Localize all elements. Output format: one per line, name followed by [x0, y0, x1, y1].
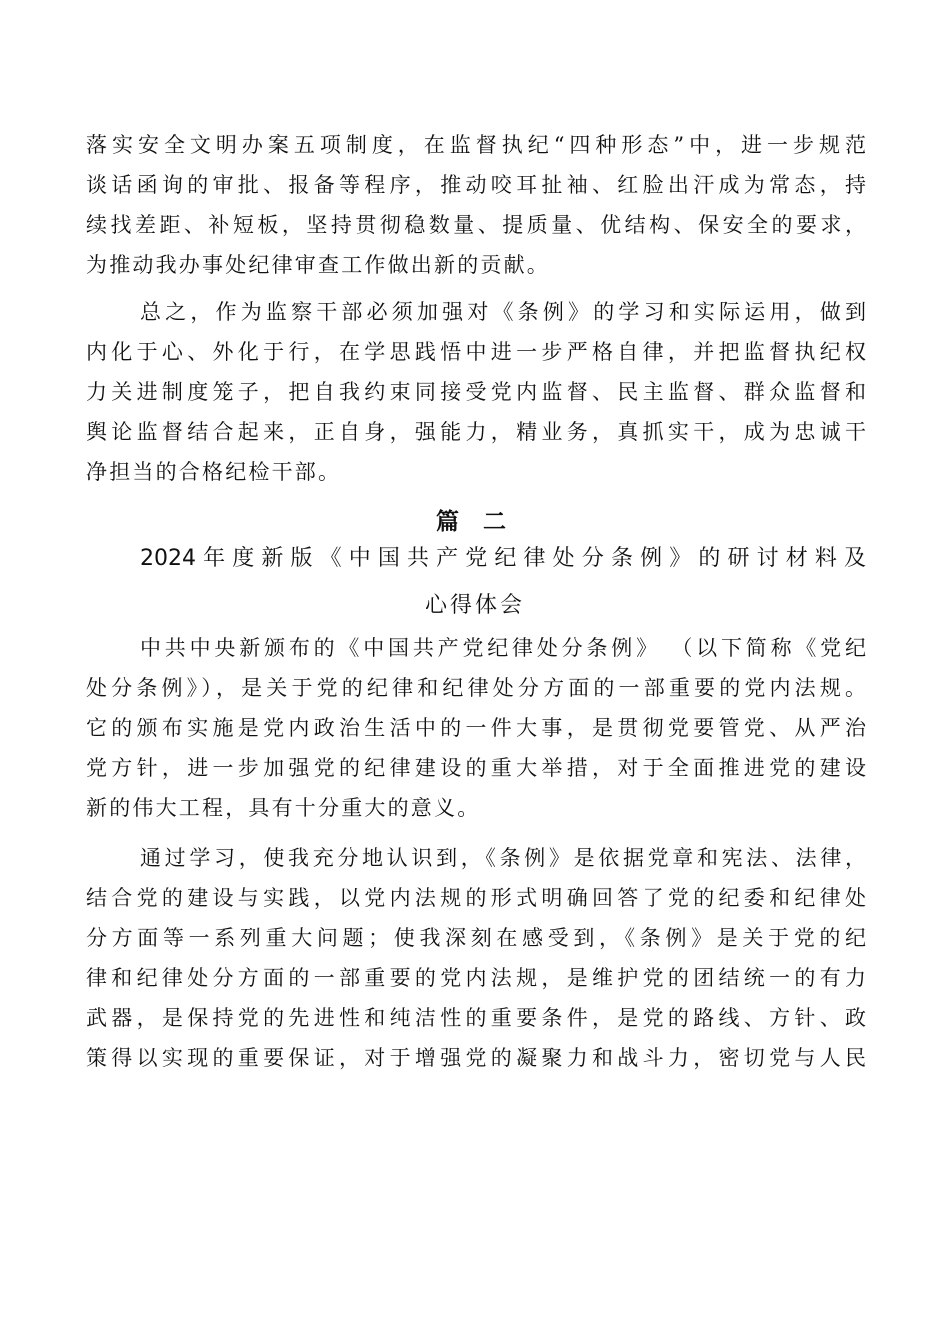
paragraph-summary: [86, 292, 866, 492]
text-line: 中共中央新颁布的《中国共产党纪律处分条例》 （以下简称《党纪: [140, 636, 866, 660]
text-line: 舆论监督结合起来，正自身，强能力，精业务，真抓实干，成为忠诚干: [86, 420, 866, 444]
text-line: 为推动我办事处纪律审查工作做出新的贡献。: [86, 253, 550, 277]
paragraph-continuation: [86, 125, 866, 285]
text-line: 内化于心、外化于行，在学思践悟中进一步严格自律，并把监督执纪权: [86, 340, 866, 364]
paragraph-intro: [86, 628, 866, 828]
text-line: 谈话函询的审批、报备等程序，推动咬耳扯袖、红脸出汗成为常态，持: [86, 173, 866, 197]
paragraph-study: [86, 838, 866, 1078]
text-line: 净担当的合格纪检干部。: [86, 460, 342, 484]
text-line: 策得以实现的重要保证，对于增强党的凝聚力和战斗力，密切党与人民: [86, 1046, 866, 1070]
text-line: 分方面等一系列重大问题；使我深刻在感受到，《条例》是关于党的纪: [86, 926, 866, 950]
text-line: 武器，是保持党的先进性和纯洁性的重要条件，是党的路线、方针、政: [86, 1006, 866, 1030]
text-line: 新的伟大工程，具有十分重大的意义。: [86, 796, 481, 820]
text-line: 续找差距、补短板，坚持贯彻稳数量、提质量、优结构、保安全的要求，: [86, 213, 866, 237]
text-line: 处分条例》），是关于党的纪律和纪律处分方面的一部重要的党内法规。: [86, 676, 866, 700]
text-line: 党方针，进一步加强党的纪律建设的重大举措，对于全面推进党的建设: [86, 756, 866, 780]
text-line: 通过学习，使我充分地认识到，《条例》是依据党章和宪法、法律，: [140, 846, 866, 870]
text-line: 它的颁布实施是党内政治生活中的一件大事，是贯彻党要管党、从严治: [86, 716, 866, 740]
text-line: 落实安全文明办案五项制度，在监督执纪“四种形态”中，进一步规范: [86, 133, 866, 157]
text-line: 力关进制度笼子，把自我约束同接受党内监督、民主监督、群众监督和: [86, 380, 866, 404]
section-heading: 篇 二: [435, 509, 514, 535]
text-line: 总之，作为监察干部必须加强对《条例》的学习和实际运用，做到: [140, 300, 866, 324]
document-title-line-2: 心得体会: [424, 593, 525, 618]
document-title-line-1: 2024年度新版《中国共产党纪律处分条例》的研讨材料及: [140, 546, 866, 571]
text-line: 结合党的建设与实践，以党内法规的形式明确回答了党的纪委和纪律处: [86, 886, 866, 910]
text-line: 律和纪律处分方面的一部重要的党内法规，是维护党的团结统一的有力: [86, 966, 866, 990]
